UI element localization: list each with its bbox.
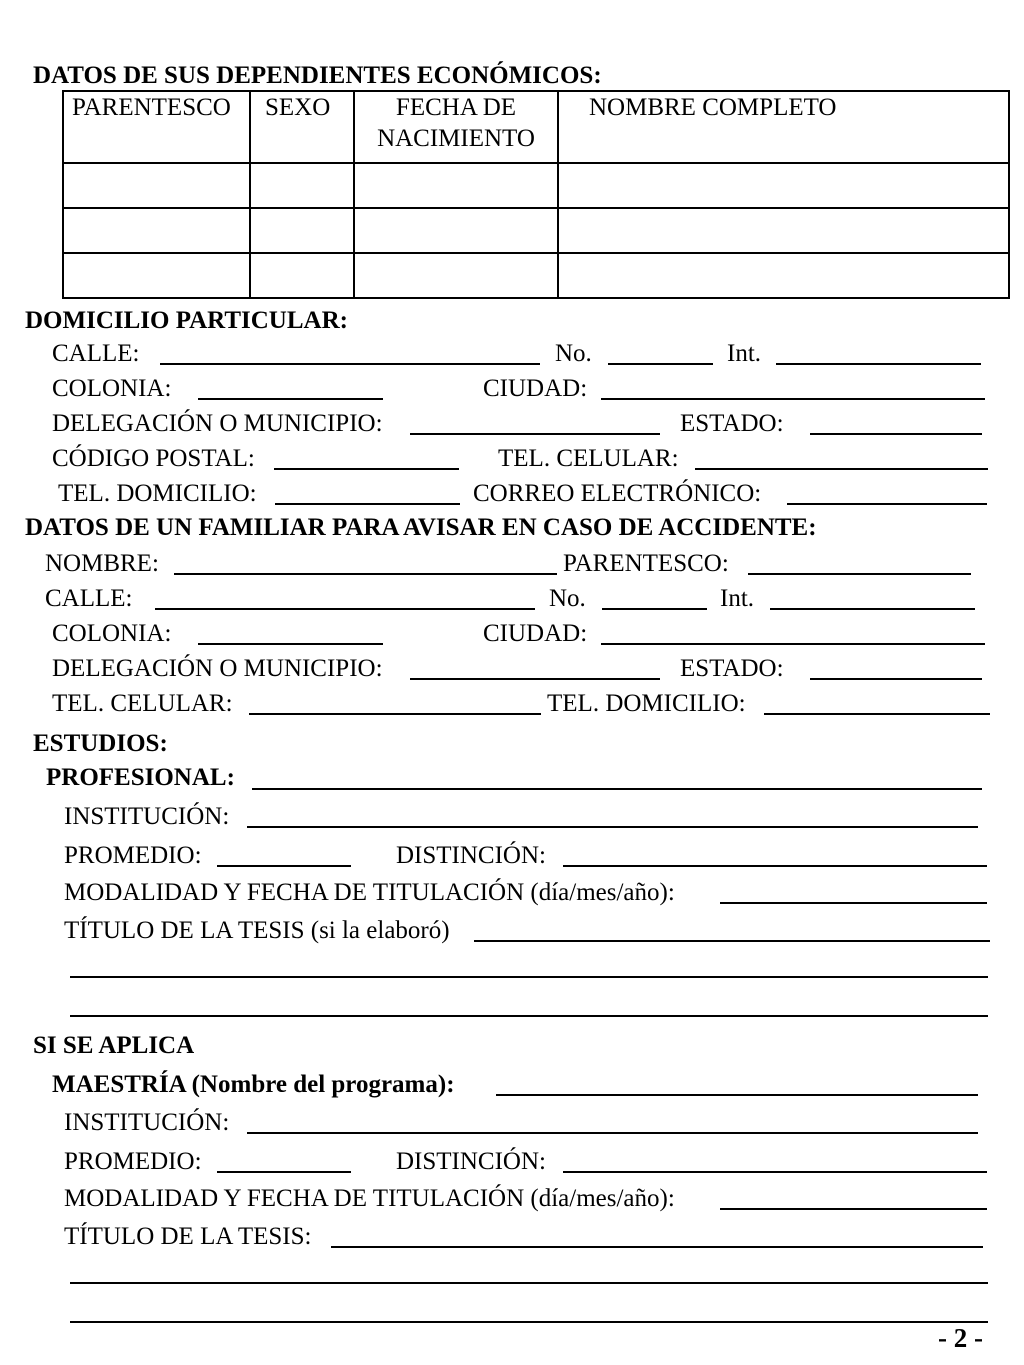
column-header-fecha-line1: FECHA DE (395, 94, 517, 121)
maestria-modalidad-label: MODALIDAD Y FECHA DE TITULACIÓN (día/mes/año): (64, 1185, 675, 1212)
estudios-titulo-tesis-line-3[interactable] (70, 1015, 988, 1017)
dependientes-table (62, 90, 1010, 299)
familiar-estado-field[interactable] (810, 678, 982, 680)
familiar-int-label: Int. (720, 585, 755, 612)
estudios-profesional-field[interactable] (252, 788, 982, 790)
estudios-modalidad-label: MODALIDAD Y FECHA DE TITULACIÓN (día/mes/año): (64, 879, 675, 906)
table-row (63, 253, 1009, 298)
estudios-modalidad-field[interactable] (720, 902, 987, 904)
estudios-institucion-label: INSTITUCIÓN: (64, 803, 230, 830)
familiar-colonia-label: COLONIA: (52, 620, 172, 647)
familiar-calle-label: CALLE: (45, 585, 133, 612)
estudios-profesional-label: PROFESIONAL: (46, 764, 235, 791)
column-header-parentesco: PARENTESCO (63, 91, 250, 163)
familiar-delegacion-label: DELEGACIÓN O MUNICIPIO: (52, 655, 383, 682)
maestria-titulo-tesis-line-2[interactable] (70, 1282, 988, 1284)
domicilio-heading: DOMICILIO PARTICULAR: (25, 307, 348, 334)
table-cell-input[interactable] (250, 208, 354, 253)
table-cell-input[interactable] (354, 253, 558, 298)
domicilio-tel-domicilio-field[interactable] (275, 503, 460, 505)
table-header-row (63, 91, 1009, 163)
table-cell-input[interactable] (558, 208, 1009, 253)
familiar-estado-label: ESTADO: (680, 655, 784, 682)
domicilio-correo-field[interactable] (787, 503, 987, 505)
table-cell-input[interactable] (63, 208, 250, 253)
domicilio-ciudad-field[interactable] (601, 398, 985, 400)
domicilio-correo-label: CORREO ELECTRÓNICO: (473, 480, 762, 507)
table-cell-input[interactable] (63, 253, 250, 298)
maestria-distincion-label: DISTINCIÓN: (396, 1148, 546, 1175)
familiar-tel-domicilio-label: TEL. DOMICILIO: (547, 690, 746, 717)
familiar-nombre-label: NOMBRE: (45, 550, 159, 577)
column-header-fecha-nacimiento (354, 91, 558, 163)
estudios-distincion-field[interactable] (563, 865, 987, 867)
column-header-fecha-line2: NACIMIENTO (377, 125, 535, 152)
estudios-distincion-label: DISTINCIÓN: (396, 842, 546, 869)
domicilio-celular-label: TEL. CELULAR: (498, 445, 679, 472)
familiar-no-field[interactable] (602, 608, 707, 610)
maestria-titulo-tesis-field[interactable] (331, 1246, 983, 1248)
column-header-sexo: SEXO (250, 91, 354, 163)
familiar-heading: DATOS DE UN FAMILIAR PARA AVISAR EN CASO DE ACCIDENTE: (25, 514, 817, 541)
maestria-modalidad-field[interactable] (720, 1208, 987, 1210)
familiar-celular-label: TEL. CELULAR: (52, 690, 233, 717)
familiar-no-label: No. (549, 585, 586, 612)
domicilio-celular-field[interactable] (695, 468, 988, 470)
domicilio-cp-field[interactable] (274, 468, 459, 470)
table-cell-input[interactable] (250, 253, 354, 298)
maestria-distincion-field[interactable] (563, 1171, 987, 1173)
maestria-programa-field[interactable] (496, 1094, 978, 1096)
estudios-titulo-tesis-line-2[interactable] (70, 976, 988, 978)
table-cell-input[interactable] (63, 163, 250, 208)
domicilio-delegacion-field[interactable] (410, 433, 660, 435)
familiar-parentesco-label: PARENTESCO: (563, 550, 729, 577)
estudios-titulo-tesis-label: TÍTULO DE LA TESIS (si la elaboró) (64, 917, 450, 944)
domicilio-tel-domicilio-label: TEL. DOMICILIO: (58, 480, 257, 507)
familiar-calle-field[interactable] (155, 608, 535, 610)
domicilio-int-label: Int. (727, 340, 762, 367)
domicilio-colonia-field[interactable] (198, 398, 383, 400)
domicilio-estado-field[interactable] (810, 433, 982, 435)
familiar-ciudad-field[interactable] (601, 643, 985, 645)
maestria-titulo-tesis-label: TÍTULO DE LA TESIS: (64, 1223, 312, 1250)
familiar-int-field[interactable] (770, 608, 975, 610)
domicilio-no-label: No. (555, 340, 592, 367)
domicilio-int-field[interactable] (776, 363, 981, 365)
familiar-celular-field[interactable] (249, 713, 541, 715)
familiar-delegacion-field[interactable] (410, 678, 660, 680)
maestria-titulo-tesis-line-3[interactable] (70, 1321, 988, 1323)
estudios-promedio-field[interactable] (217, 865, 351, 867)
maestria-institucion-field[interactable] (247, 1132, 978, 1134)
table-cell-input[interactable] (250, 163, 354, 208)
table-cell-input[interactable] (558, 253, 1009, 298)
familiar-ciudad-label: CIUDAD: (483, 620, 588, 647)
familiar-parentesco-field[interactable] (748, 573, 971, 575)
table-cell-input[interactable] (558, 163, 1009, 208)
maestria-institucion-label: INSTITUCIÓN: (64, 1109, 230, 1136)
domicilio-colonia-label: COLONIA: (52, 375, 172, 402)
estudios-promedio-label: PROMEDIO: (64, 842, 202, 869)
familiar-colonia-field[interactable] (198, 643, 383, 645)
domicilio-calle-label: CALLE: (52, 340, 140, 367)
domicilio-cp-label: CÓDIGO POSTAL: (52, 445, 255, 472)
maestria-promedio-label: PROMEDIO: (64, 1148, 202, 1175)
table-row (63, 163, 1009, 208)
domicilio-no-field[interactable] (608, 363, 713, 365)
domicilio-estado-label: ESTADO: (680, 410, 784, 437)
dependientes-heading: DATOS DE SUS DEPENDIENTES ECONÓMICOS: (33, 62, 602, 89)
maestria-programa-label: MAESTRÍA (Nombre del programa): (52, 1071, 455, 1098)
page-number: - 2 - (938, 1323, 983, 1353)
table-cell-input[interactable] (354, 163, 558, 208)
table-row (63, 208, 1009, 253)
column-header-nombre-completo: NOMBRE COMPLETO (558, 91, 1009, 163)
maestria-heading: SI SE APLICA (33, 1032, 195, 1059)
table-cell-input[interactable] (354, 208, 558, 253)
familiar-tel-domicilio-field[interactable] (764, 713, 990, 715)
estudios-institucion-field[interactable] (247, 826, 978, 828)
familiar-nombre-field[interactable] (174, 573, 557, 575)
domicilio-delegacion-label: DELEGACIÓN O MUNICIPIO: (52, 410, 383, 437)
estudios-heading: ESTUDIOS: (33, 730, 168, 757)
domicilio-ciudad-label: CIUDAD: (483, 375, 588, 402)
domicilio-calle-field[interactable] (160, 363, 540, 365)
estudios-titulo-tesis-field[interactable] (474, 940, 990, 942)
maestria-promedio-field[interactable] (217, 1171, 351, 1173)
